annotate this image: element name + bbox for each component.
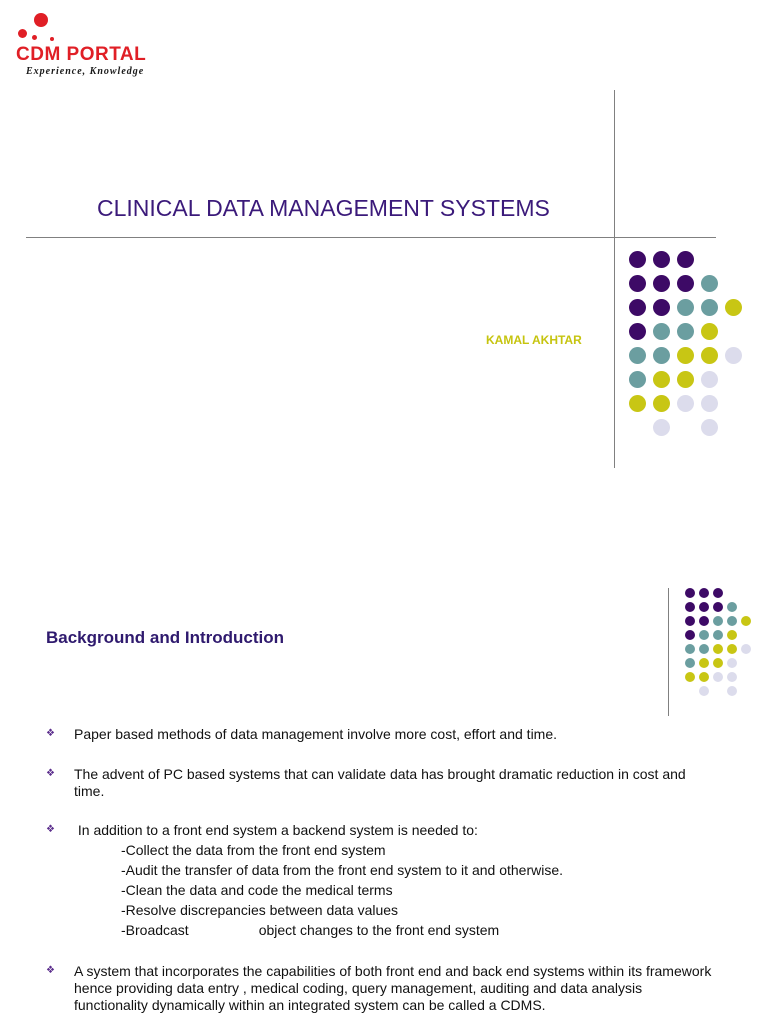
- decorative-dot: [653, 371, 670, 388]
- decorative-dot: [701, 371, 718, 388]
- sub-item: -Broadcast object changes to the front end system: [121, 922, 500, 938]
- presentation-title: CLINICAL DATA MANAGEMENT SYSTEMS: [97, 195, 550, 221]
- decorative-dot: [653, 347, 670, 364]
- decorative-dot: [629, 395, 646, 412]
- decorative-dot: [713, 588, 723, 598]
- decorative-dot: [701, 299, 718, 316]
- decorative-dot: [699, 630, 709, 640]
- sub-item: -Resolve discrepancies between data values: [121, 902, 399, 918]
- content-slide: [0, 512, 768, 1024]
- diamond-bullet-icon: ❖: [46, 965, 55, 976]
- logo-dot-medium: [18, 29, 27, 38]
- horizontal-divider: [26, 237, 716, 238]
- decorative-dot: [713, 658, 723, 668]
- decorative-dot: [701, 275, 718, 292]
- sub-item: -Collect the data from the front end system: [121, 842, 386, 858]
- decorative-dot: [701, 419, 718, 436]
- decorative-dot: [727, 630, 737, 640]
- decorative-dot: [727, 602, 737, 612]
- decorative-dot: [713, 672, 723, 682]
- diamond-bullet-icon: ❖: [46, 728, 55, 739]
- logo-name: CDM PORTAL: [16, 44, 147, 65]
- decorative-dot: [699, 672, 709, 682]
- sub-item: -Audit the transfer of data from the front end system to it and otherwise.: [121, 862, 563, 878]
- decorative-dot: [713, 644, 723, 654]
- decorative-dot: [677, 323, 694, 340]
- decorative-dot: [727, 686, 737, 696]
- decorative-dot: [653, 419, 670, 436]
- decorative-dot: [653, 275, 670, 292]
- decorative-dot: [653, 299, 670, 316]
- bullet-item: A system that incorporates the capabilities of both front end and back end systems within its framework hence providing data entry , medical coding, query management, auditing and data analysis functionality dynamically within an integrated system can be called a CDMS.: [74, 963, 712, 1013]
- decorative-dot: [677, 347, 694, 364]
- decorative-dot: [699, 658, 709, 668]
- decorative-dot: [629, 275, 646, 292]
- author-name: KAMAL AKHTAR: [486, 333, 582, 347]
- decorative-dot: [685, 602, 695, 612]
- decorative-dot: [725, 347, 742, 364]
- slide-heading: Background and Introduction: [46, 628, 284, 647]
- decorative-dot: [677, 251, 694, 268]
- decorative-dot: [653, 251, 670, 268]
- decorative-dot: [699, 644, 709, 654]
- bullet-item: The advent of PC based systems that can validate data has brought dramatic reduction in cost and time.: [74, 766, 686, 799]
- vertical-divider: [668, 588, 669, 716]
- diamond-bullet-icon: ❖: [46, 824, 55, 835]
- decorative-dot: [653, 395, 670, 412]
- logo-tagline: Experience, Knowledge: [26, 66, 145, 77]
- decorative-dot: [685, 644, 695, 654]
- decorative-dot: [677, 299, 694, 316]
- decorative-dot: [701, 395, 718, 412]
- decorative-dot: [677, 371, 694, 388]
- decorative-dot: [725, 299, 742, 316]
- decorative-dot: [677, 395, 694, 412]
- decorative-dot: [727, 644, 737, 654]
- decorative-dot: [699, 588, 709, 598]
- decorative-dot: [699, 616, 709, 626]
- decorative-dot: [653, 323, 670, 340]
- logo-dot-tiny: [50, 37, 54, 41]
- decorative-dot: [629, 347, 646, 364]
- logo-dot-large: [34, 13, 48, 27]
- decorative-dot: [727, 658, 737, 668]
- decorative-dot: [629, 371, 646, 388]
- decorative-dot: [629, 251, 646, 268]
- decorative-dot: [685, 630, 695, 640]
- decorative-dot: [713, 602, 723, 612]
- decorative-dot: [713, 616, 723, 626]
- decorative-dot: [727, 672, 737, 682]
- decorative-dot: [677, 275, 694, 292]
- decorative-dot: [629, 323, 646, 340]
- sub-item: -Clean the data and code the medical terms: [121, 882, 393, 898]
- bullet-item: In addition to a front end system a backend system is needed to:: [74, 822, 478, 838]
- cdm-portal-logo: [14, 10, 184, 82]
- decorative-dot: [713, 630, 723, 640]
- decorative-dot: [699, 686, 709, 696]
- diamond-bullet-icon: ❖: [46, 768, 55, 779]
- bullet-item: Paper based methods of data management involve more cost, effort and time.: [74, 726, 558, 742]
- vertical-divider: [614, 90, 615, 468]
- decorative-dot: [685, 658, 695, 668]
- decorative-dot: [741, 616, 751, 626]
- decorative-dot: [701, 347, 718, 364]
- decorative-dot: [685, 588, 695, 598]
- decorative-dot: [741, 644, 751, 654]
- decorative-dot: [727, 616, 737, 626]
- decorative-dot: [699, 602, 709, 612]
- decorative-dot: [685, 672, 695, 682]
- logo-dot-small: [32, 35, 37, 40]
- decorative-dot: [685, 616, 695, 626]
- decorative-dot: [629, 299, 646, 316]
- decorative-dot: [701, 323, 718, 340]
